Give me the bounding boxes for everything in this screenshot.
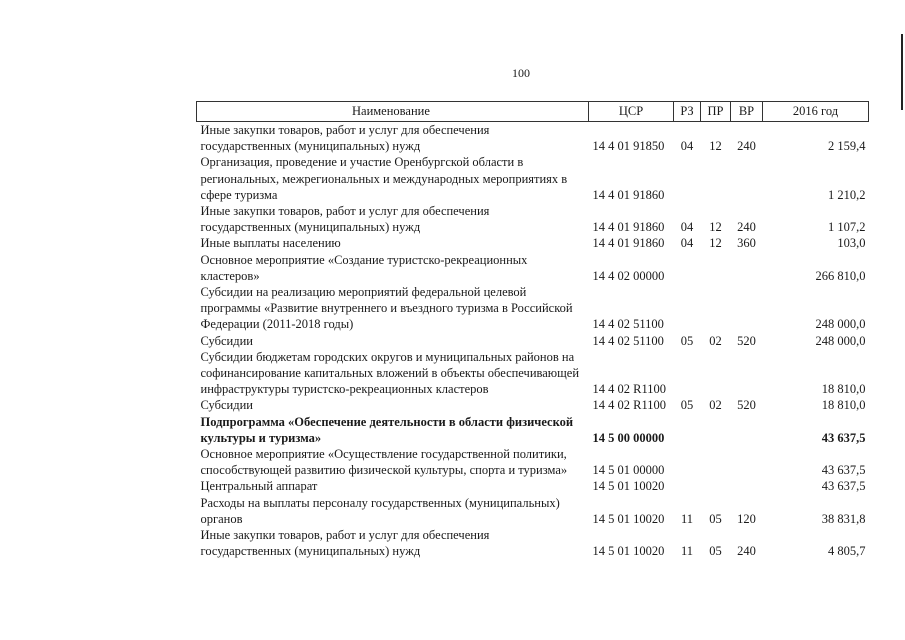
row-rz: 05: [680, 333, 694, 348]
row-pr: [701, 252, 731, 284]
row-csr: 14 4 01 91860: [592, 236, 665, 251]
table-row: [197, 349, 869, 398]
row-csr: 14 4 02 51100: [592, 333, 664, 348]
row-vr: 240: [737, 139, 756, 154]
row-vr: [731, 349, 763, 398]
row-vr: 520: [737, 398, 756, 413]
row-amount: 266 810,0: [815, 268, 866, 283]
table-row: [197, 397, 869, 413]
row-vr: [731, 284, 763, 333]
row-pr: [701, 414, 731, 446]
row-name: Центральный аппарат: [200, 479, 318, 494]
row-name: Основное мероприятие «Создание туристско-рекреационных кластеров»: [200, 252, 528, 283]
header-pr: ПР: [701, 102, 731, 122]
row-csr: 14 5 00 00000: [592, 430, 665, 445]
row-rz: [674, 478, 701, 494]
row-name: Субсидии: [200, 333, 253, 348]
row-amount: 43 637,5: [821, 430, 866, 445]
row-csr: 14 5 01 00000: [592, 463, 665, 478]
table-row: [197, 252, 869, 284]
row-vr: [731, 446, 763, 478]
row-amount: 38 831,8: [821, 511, 866, 526]
row-vr: 240: [737, 544, 756, 559]
row-csr: 14 4 01 91860: [592, 187, 665, 202]
row-csr: 14 4 02 R1100: [592, 382, 666, 397]
row-pr: [701, 284, 731, 333]
row-rz: 04: [680, 139, 694, 154]
row-name: Субсидии: [200, 398, 253, 413]
scan-edge-mark: [901, 34, 903, 110]
row-amount: 18 810,0: [821, 382, 866, 397]
row-pr: 12: [709, 139, 722, 154]
row-rz: 11: [680, 544, 694, 559]
row-vr: [731, 414, 763, 446]
table-row: [197, 527, 869, 559]
row-rz: [674, 349, 701, 398]
header-csr: ЦСР: [589, 102, 674, 122]
table-row: [197, 122, 869, 155]
row-pr: [701, 349, 731, 398]
row-csr: 14 5 01 10020: [592, 544, 665, 559]
row-rz: 04: [680, 220, 694, 235]
row-vr: [731, 154, 763, 203]
row-amount: 103,0: [837, 236, 866, 251]
row-rz: [674, 154, 701, 203]
table-row: [197, 495, 869, 527]
row-csr: 14 5 01 10020: [592, 479, 665, 494]
row-rz: [674, 446, 701, 478]
row-name: Подпрограмма «Обеспечение деятельности в области физической культуры и туризма»: [200, 414, 574, 445]
row-pr: 12: [709, 220, 722, 235]
row-name: Субсидии бюджетам городских округов и муниципальных районов на софинансирование капитальных вложений в объекты обеспечивающей инфраструктуры туристско-рекреационных кластеров: [200, 349, 580, 397]
row-amount: 43 637,5: [821, 463, 866, 478]
table-row: [197, 235, 869, 251]
row-rz: [674, 252, 701, 284]
table-row: [197, 284, 869, 333]
row-name: Основное мероприятие «Осуществление государственной политики, способствующей развитию физической культуры, спорта и туризма»: [200, 447, 568, 478]
row-rz: [674, 284, 701, 333]
row-name: Иные выплаты населению: [200, 236, 341, 251]
row-rz: [674, 414, 701, 446]
header-rz: РЗ: [674, 102, 701, 122]
row-amount: 2 159,4: [828, 139, 866, 154]
row-vr: 360: [737, 236, 756, 251]
row-rz: 05: [680, 398, 694, 413]
row-amount: 18 810,0: [821, 398, 866, 413]
row-amount: 248 000,0: [815, 333, 866, 348]
row-amount: 248 000,0: [815, 317, 866, 332]
row-pr: 12: [709, 236, 722, 251]
row-amount: 1 107,2: [828, 220, 866, 235]
table-row: [197, 154, 869, 203]
page-number: 100: [512, 66, 530, 80]
row-name: Иные закупки товаров, работ и услуг для обеспечения государственных (муниципальных) нужд: [200, 528, 490, 559]
row-vr: [731, 252, 763, 284]
row-csr: 14 4 02 51100: [592, 317, 664, 332]
row-pr: 05: [709, 544, 722, 559]
table-header-row: [197, 102, 869, 122]
budget-table: [196, 101, 869, 559]
row-pr: 02: [709, 398, 722, 413]
header-name: Наименование: [197, 102, 589, 122]
row-csr: 14 4 01 91860: [592, 220, 665, 235]
row-pr: [701, 478, 731, 494]
row-vr: 120: [737, 511, 756, 526]
header-vr: ВР: [731, 102, 763, 122]
row-vr: [731, 478, 763, 494]
row-rz: 04: [680, 236, 694, 251]
row-pr: [701, 446, 731, 478]
row-csr: 14 4 02 R1100: [592, 398, 666, 413]
header-year: 2016 год: [763, 102, 869, 122]
row-pr: 02: [709, 333, 722, 348]
table-row: [197, 446, 869, 478]
row-csr: 14 5 01 10020: [592, 511, 665, 526]
row-csr: 14 4 01 91850: [592, 139, 665, 154]
row-name: Субсидии на реализацию мероприятий федеральной целевой программы «Развитие внутреннего и въездного туризма в Российской Федерации (2011-2018 годы): [200, 285, 573, 332]
row-amount: 1 210,2: [828, 187, 866, 202]
row-amount: 43 637,5: [821, 479, 866, 494]
table-row: [197, 333, 869, 349]
row-pr: [701, 154, 731, 203]
table-row-subprogram: [197, 414, 869, 446]
row-name: Иные закупки товаров, работ и услуг для обеспечения государственных (муниципальных) нужд: [200, 123, 490, 154]
row-csr: 14 4 02 00000: [592, 268, 665, 283]
row-vr: 240: [737, 220, 756, 235]
table-row: [197, 478, 869, 494]
row-name: Иные закупки товаров, работ и услуг для обеспечения государственных (муниципальных) нужд: [200, 204, 490, 235]
row-name: Организация, проведение и участие Оренбургской области в региональных, межрегиональных и международных мероприятиях в сфере туризма: [200, 155, 568, 202]
row-amount: 4 805,7: [828, 544, 866, 559]
budget-table-wrapper: [196, 101, 868, 559]
table-row: [197, 203, 869, 235]
row-name: Расходы на выплаты персоналу государственных (муниципальных) органов: [200, 495, 560, 526]
row-pr: 05: [709, 511, 722, 526]
row-vr: 520: [737, 333, 756, 348]
row-rz: 11: [680, 511, 694, 526]
